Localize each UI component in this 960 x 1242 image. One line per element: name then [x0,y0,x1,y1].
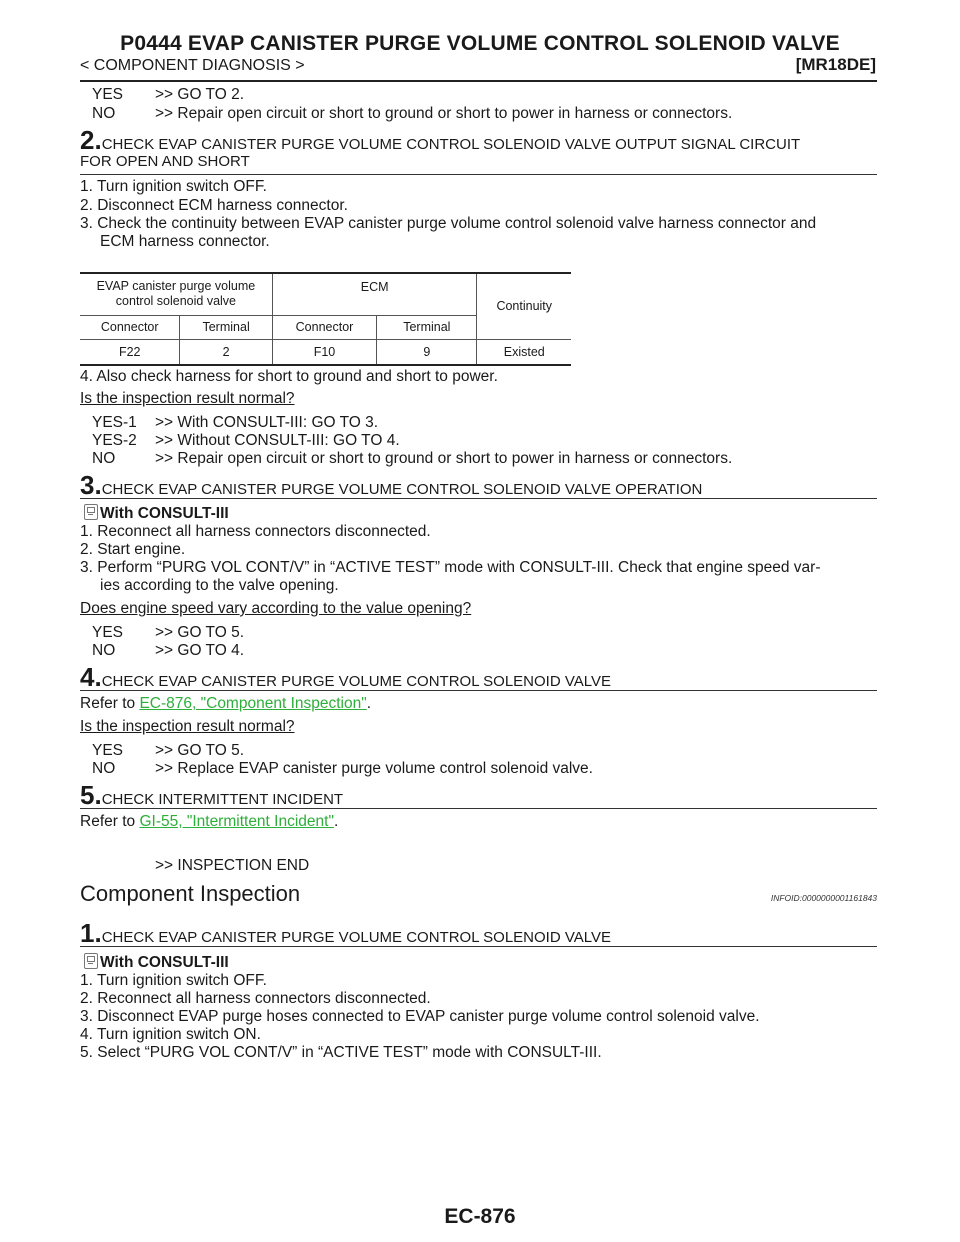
inspection-question: Does engine speed vary according to the value opening? [80,600,472,617]
result-label: YES-2 [92,432,137,449]
reference-link[interactable]: GI-55, "Intermittent Incident" [139,813,334,830]
result-label: YES [92,624,124,641]
step-item: 4. Also check harness for short to ground and short to power. [80,368,498,385]
consult-mode: With CONSULT-III [84,953,229,972]
info-id: INFOID:0000000001161843 [770,893,877,903]
section-title: Component Inspection [80,881,301,906]
inspection-question: Is the inspection result normal? [80,718,295,735]
consult-icon [84,504,98,520]
table-cell: 9 [377,339,477,365]
step-item: 2. Disconnect ECM harness connector. [80,197,348,214]
step-rule [80,498,877,499]
step-item: ECM harness connector. [100,233,270,250]
step-item: ies according to the valve opening. [100,577,339,594]
step-title-continued: FOR OPEN AND SHORT [80,153,250,170]
consult-icon [84,953,98,969]
step-rule [80,690,877,691]
reference-line: Refer to EC-876, "Component Inspection". [80,695,372,712]
step-item: 3. Disconnect EVAP purge hoses connected to EVAP canister purge volume control solenoid valve. [80,1008,760,1025]
step-item: 5. Select “PURG VOL CONT/V” in “ACTIVE TEST” mode with CONSULT-III. [80,1044,602,1061]
step-title: CHECK EVAP CANISTER PURGE VOLUME CONTROL SOLENOID VALVE OUTPUT SIGNAL CIRCUIT [101,136,801,153]
section-label: < COMPONENT DIAGNOSIS > [80,57,305,74]
inspection-question: Is the inspection result normal? [80,390,295,407]
result-text: >> With CONSULT-III: GO TO 3. [155,414,379,431]
table-cell: F22 [80,339,180,365]
reference-line: Refer to GI-55, "Intermittent Incident". [80,813,339,830]
result-label: YES [92,86,124,103]
step-rule [80,174,877,175]
result-label: NO [92,642,116,659]
result-text: >> Repair open circuit or short to ground or short to power in harness or connectors. [155,450,733,467]
step-item: 1. Reconnect all harness connectors disconnected. [80,523,431,540]
result-label: NO [92,450,116,467]
step-heading [80,780,343,811]
table-cell: F10 [272,339,376,365]
result-text: >> Without CONSULT-III: GO TO 4. [155,432,400,449]
result-text: >> Repair open circuit or short to ground or short to power in harness or connectors. [155,105,733,122]
step-number: 5. [80,780,102,810]
step-title: CHECK EVAP CANISTER PURGE VOLUME CONTROL SOLENOID VALVE OPERATION [101,481,703,498]
step-number: 2. [80,125,102,155]
step-title: CHECK INTERMITTENT INCIDENT [101,791,344,808]
table-header-cell: Connector [80,315,180,339]
model-label: [MR18DE] [795,55,876,74]
result-text: >> GO TO 5. [155,742,245,759]
result-text: >> GO TO 4. [155,642,245,659]
table-header-cell: Continuity [477,273,571,339]
result-label: NO [92,760,116,777]
result-text: >> GO TO 2. [155,86,245,103]
step-rule [80,808,877,809]
result-label: NO [92,105,116,122]
step-item: 4. Turn ignition switch ON. [80,1026,261,1043]
consult-mode: With CONSULT-III [84,504,229,523]
page-number: EC-876 [444,1205,516,1228]
result-text: >> GO TO 5. [155,624,245,641]
step-rule [80,946,877,947]
step-item: 1. Turn ignition switch OFF. [80,972,267,989]
header-rule [80,80,877,82]
step-number: 3. [80,470,102,500]
reference-link[interactable]: EC-876, "Component Inspection" [139,695,367,712]
step-item: 3. Perform “PURG VOL CONT/V” in “ACTIVE TEST” mode with CONSULT-III. Check that engine speed var- [80,559,821,576]
table-header-cell: Terminal [180,315,272,339]
result-label: YES-1 [92,414,137,431]
step-heading [80,662,611,693]
continuity-table [80,272,571,366]
step-heading [80,918,611,949]
result-text: >> Replace EVAP canister purge volume control solenoid valve. [155,760,593,777]
result-label: YES [92,742,124,759]
step-item: 2. Start engine. [80,541,186,558]
step-number: 4. [80,662,102,692]
table-cell: 2 [180,339,272,365]
table-header-cell: Connector [272,315,376,339]
step-item: 1. Turn ignition switch OFF. [80,178,267,195]
step-number: 1. [80,918,102,948]
table-header-cell: ECM [272,273,477,315]
step-title: CHECK EVAP CANISTER PURGE VOLUME CONTROL SOLENOID VALVE [101,929,611,946]
step-item: 3. Check the continuity between EVAP canister purge volume control solenoid valve harness connector and [80,215,817,232]
step-heading [80,470,702,501]
table-header-cell: EVAP canister purge volume control solenoid valve [80,273,272,315]
step-heading [80,125,800,156]
step-title: CHECK EVAP CANISTER PURGE VOLUME CONTROL SOLENOID VALVE [101,673,611,690]
page-title: P0444 EVAP CANISTER PURGE VOLUME CONTROL SOLENOID VALVE [120,32,840,55]
step-item: 2. Reconnect all harness connectors disconnected. [80,990,431,1007]
table-cell: Existed [477,339,571,365]
table-header-cell: Terminal [377,315,477,339]
inspection-end: >> INSPECTION END [155,857,310,874]
